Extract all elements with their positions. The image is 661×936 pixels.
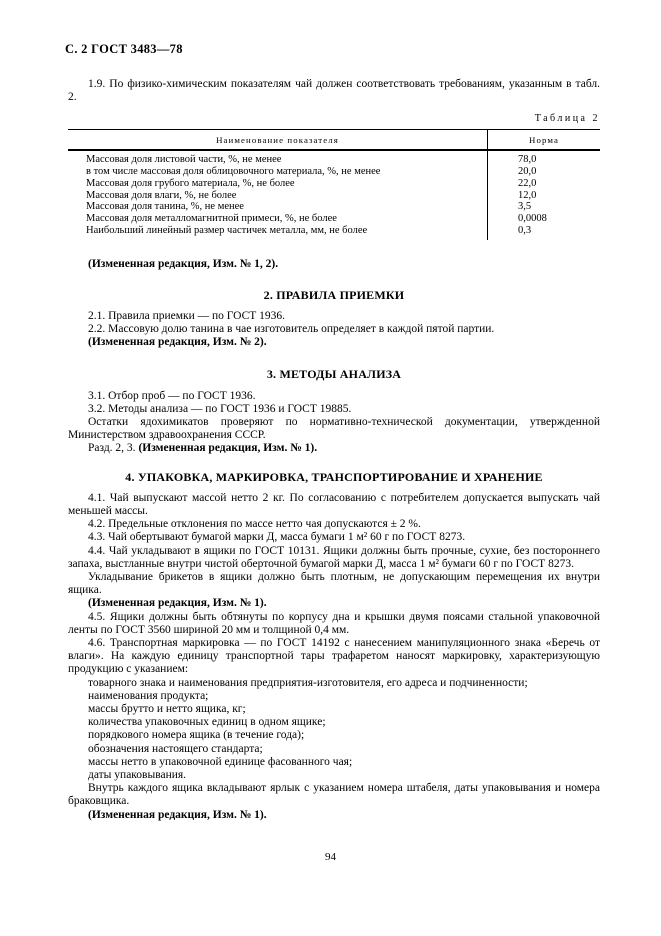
paragraph-4-5: 4.5. Ящики должны быть обтянуты по корпусу дна и крышки двумя поясами стальной упаковочной ленты по ГОСТ 3560 шириной 20 мм и толщиной 0,4 мм. <box>68 610 600 636</box>
section-heading-4: 4. УПАКОВКА, МАРКИРОВКА, ТРАНСПОРТИРОВАНИЕ И ХРАНЕНИЕ <box>125 469 543 484</box>
marking-list <box>68 677 600 783</box>
paragraph-4-4: 4.4. Чай укладывают в ящики по ГОСТ 10131. Ящики должны быть прочные, сухие, без постороннего запаха, выстланные внутри чистой оберточной бумагой марки Д, масса 1 м² бумаги 60 г по ГОСТ 8273. <box>68 544 600 570</box>
list-item: обозначения настоящего стандарта; <box>88 742 263 755</box>
indicator-name: Массовая доля металломагнитной примеси, %, не более <box>86 212 337 224</box>
paragraph-4-3: 4.3. Чай обертывают бумагой марки Д, масса бумаги 1 м² 60 г по ГОСТ 8273. <box>88 531 466 544</box>
amendment-note: (Измененная редакция, Изм. № 1, 2). <box>88 258 279 271</box>
indicator-name: Массовая доля танина, %, не менее <box>86 201 244 213</box>
indicator-name: в том числе массовая доля облицовочного материала, %, не менее <box>86 166 381 178</box>
table-row <box>68 225 600 241</box>
amendment-note: (Измененная редакция, Изм. № 2). <box>88 336 267 349</box>
table-header-row <box>68 129 600 151</box>
section-heading-2: 2. ПРАВИЛА ПРИЕМКИ <box>263 287 405 302</box>
paragraph-4-2: 4.2. Предельные отклонения по массе нетто чая допускаются ± 2 %. <box>88 518 421 531</box>
indicator-name: Массовая доля грубого материала, %, не более <box>86 177 295 189</box>
paragraph-2-1: 2.1. Правила приемки — по ГОСТ 1936. <box>88 309 286 322</box>
amendment-note: (Измененная редакция, Изм. № 1). <box>138 442 318 455</box>
paragraph-4-4b: Укладывание брикетов в ящики должно быть плотным, не допускающим перемещения их внутри ящика. <box>68 570 600 597</box>
table-header-norm: Норма <box>487 130 600 149</box>
razd-prefix: Разд. 2, 3. <box>88 442 139 455</box>
table-row <box>68 213 600 225</box>
indicator-value: 20,0 <box>487 166 600 178</box>
paragraph-4-6: 4.6. Транспортная маркировка — по ГОСТ 14192 с нанесением манипуляционного знака «Беречь от влаги». На каждую единицу транспортной тары трафаретом наносят маркировку, характеризующую продукцию с указанием: <box>68 637 600 676</box>
list-item: количества упаковочных единиц в одном ящике; <box>88 716 326 729</box>
table-caption: Таблица 2 <box>534 113 600 125</box>
indicator-value: 3,5 <box>487 201 600 213</box>
running-head: С. 2 ГОСТ 3483—78 <box>65 42 183 56</box>
table-header-name: Наименование показателя <box>216 135 339 146</box>
list-item: наименования продукта; <box>88 689 209 702</box>
paragraph-1-9: 1.9. По физико-химическим показателям чай должен соответствовать требованиям, указанным в табл. 2. <box>68 78 600 104</box>
paragraph-label: Внутрь каждого ящика вкладывают ярлык с указанием номера штабеля, даты упаковывания и номера браковщика. <box>68 782 600 808</box>
paragraph-3-1: 3.1. Отбор проб — по ГОСТ 1936. <box>88 389 256 402</box>
indicator-value: 0,3 <box>487 225 600 241</box>
indicator-name: Наибольший линейный размер частичек металла, мм, не более <box>86 224 368 236</box>
list-item: массы брутто и нетто ящика, кг; <box>88 703 246 716</box>
paragraph-3-2: 3.2. Методы анализа — по ГОСТ 1936 и ГОСТ 19885. <box>88 402 352 415</box>
amendment-note: (Измененная редакция, Изм. № 1). <box>88 808 267 821</box>
table-row <box>68 166 600 178</box>
indicator-name: Массовая доля влаги, %, не более <box>86 189 237 201</box>
indicator-value: 78,0 <box>487 151 600 166</box>
list-item: массы нетто в упаковочной единице фасованного чая; <box>88 755 353 768</box>
table-row <box>68 151 600 166</box>
paragraph-4-1: 4.1. Чай выпускают массой нетто 2 кг. По согласованию с потребителем допускается выпускать чай меньшей массы. <box>68 491 600 517</box>
paragraph-razd <box>68 442 600 455</box>
list-item: товарного знака и наименования предприятия-изготовителя, его адреса и подчиненности; <box>88 676 528 689</box>
table-body <box>68 151 600 240</box>
table-row <box>68 178 600 190</box>
list-item: порядкового номера ящика (в течение года); <box>88 729 305 742</box>
indicator-value: 12,0 <box>487 190 600 202</box>
table-row <box>68 201 600 213</box>
section-heading-3: 3. МЕТОДЫ АНАЛИЗА <box>266 367 402 382</box>
indicator-value: 22,0 <box>487 178 600 190</box>
indicator-name: Массовая доля листовой части, %, не менее <box>86 154 282 166</box>
document-content <box>68 78 600 822</box>
amendment-note: (Измененная редакция, Изм. № 1). <box>88 597 267 610</box>
paragraph-2-2: 2.2. Массовую долю танина в чае изготовитель определяет в каждой пятой партии. <box>88 322 495 335</box>
page-number: 94 <box>325 851 336 863</box>
paragraph-residues: Остатки ядохимикатов проверяют по нормативно-технической документации, утвержденной Министерством здравоохранения СССР. <box>68 415 600 442</box>
requirements-table <box>68 129 600 240</box>
indicator-value: 0,0008 <box>487 213 600 225</box>
table-row <box>68 190 600 202</box>
list-item: даты упаковывания. <box>88 769 187 782</box>
